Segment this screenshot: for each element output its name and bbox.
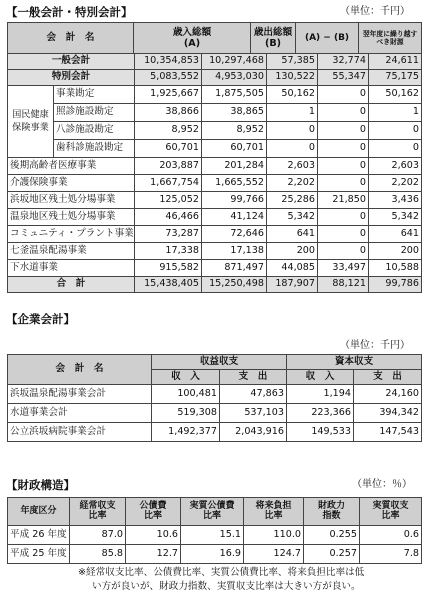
cell-fiscal-capability: 0.257 [304,545,360,564]
cell-difference: 57,385 [267,54,318,70]
row-label: コミュニティ・プラント事業 [8,226,135,243]
cell-net-balance: 99,786 [369,277,422,293]
cell-debt-service: 12.7 [126,545,181,564]
cell-carryover: 21,850 [318,192,369,209]
row-label: 八診施設勘定 [54,122,135,140]
unit-label-s2: （単位：千円） [340,340,410,351]
header-capital-balance: 資本収支 [287,355,422,370]
row-community-plant [8,226,422,243]
cell-revenue: 10,354,853 [135,54,202,70]
row-jigyo [8,86,422,104]
cell-carryover: 88,121 [318,277,369,293]
cell-net-balance: 10,588 [369,260,422,277]
cell-future-burden: 124.7 [244,545,304,564]
cell-net-balance: 50,162 [369,86,422,104]
section-title-fiscal-structure: 【財政構造】 [6,478,75,492]
header-difference: (A) − (B) [296,23,359,55]
cell-net-balance: 200 [369,243,422,260]
row-shichikama-onsen [8,243,422,260]
cell-net-balance: 24,611 [369,54,422,70]
cell-revenue: 5,083,552 [135,70,202,86]
row-label: 温泉地区残土処分場事業 [8,209,135,226]
header-revenue-total: 歳入総額 (A) [134,23,251,55]
cell-capital-out: 394,342 [354,404,422,423]
cell-debt-service: 10.6 [126,526,181,545]
header-carryover-funds: 翌年度に繰り越すべき財源 [359,23,422,55]
cell-capital-in: 223,366 [287,404,354,423]
row-general-account [8,54,422,70]
cell-net-balance: 3,436 [369,192,422,209]
section-title-general-special: 【一般会計・特別会計】 [6,5,133,19]
cell-carryover: 0 [318,209,369,226]
cell-difference: 50,162 [267,86,318,104]
row-shika [8,140,422,158]
cell-difference: 187,907 [267,277,318,293]
header-fiscal-capability-index: 財政力 指数 [304,498,360,526]
cell-net-balance: 2,202 [369,175,422,192]
cell-carryover: 55,347 [318,70,369,86]
cell-expenditure: 10,297,468 [202,54,267,70]
header-account-name: 会 計 名 [8,23,134,55]
row-label: 介護保険事業 [8,175,135,192]
cell-carryover: 0 [318,158,369,175]
cell-future-burden: 110.0 [244,526,304,545]
cell-expenditure: 38,865 [202,104,267,122]
cell-carryover: 32,774 [318,54,369,70]
cell-fiscal-capability: 0.255 [304,526,360,545]
row-label: 七釜温泉配湯事業 [8,243,135,260]
cell-net-balance: 2,603 [369,158,422,175]
cell-expenditure: 8,952 [202,122,267,140]
cell-real-debt-service: 15.1 [181,526,244,545]
row-onsen-soil [8,209,422,226]
row-label: 浜坂地区残土処分場事業 [8,192,135,209]
table-row [8,423,422,442]
cell-revenue: 1,925,667 [135,86,202,104]
cell-revenue: 125,052 [135,192,202,209]
cell-carryover: 33,497 [318,260,369,277]
enterprise-accounts-table [7,354,422,442]
footnote-line-1: ※経常収支比率、公債費比率、実質公債費比率、将来負担比率は低 [78,567,365,578]
row-label: 下水道事業 [8,260,135,277]
row-label: 浜坂温泉配湯事業会計 [8,385,152,404]
cell-net-balance: 5,342 [369,209,422,226]
cell-difference: 641 [267,226,318,243]
cell-expenditure: 15,250,498 [202,277,267,293]
header-income-in: 収 入 [152,370,220,385]
cell-revenue: 38,866 [135,104,202,122]
cell-expenditure: 17,138 [202,243,267,260]
header-income-out: 支 出 [220,370,287,385]
cell-difference: 44,085 [267,260,318,277]
cell-net-balance: 0 [369,140,422,158]
cell-revenue: 17,338 [135,243,202,260]
row-label: 平成 26 年度 [8,526,70,545]
cell-expenditure: 41,124 [202,209,267,226]
cell-capital-in: 1,194 [287,385,354,404]
row-koki [8,158,422,175]
cell-expenditure: 60,701 [202,140,267,158]
general-special-accounts-body [7,53,422,293]
cell-net-balance: 75,175 [369,70,422,86]
cell-difference: 200 [267,243,318,260]
row-label: 水道事業会計 [8,404,152,423]
row-label: 一般会計 [8,54,135,70]
cell-ordinary-balance: 87.0 [70,526,126,545]
cell-difference: 25,286 [267,192,318,209]
general-special-accounts-table [7,22,422,55]
cell-revenue: 46,466 [135,209,202,226]
header-real-balance-ratio: 実質収支 比率 [360,498,422,526]
cell-expenditure: 99,766 [202,192,267,209]
row-hamasaka-soil [8,192,422,209]
cell-income-out: 537,103 [220,404,287,423]
cell-revenue: 203,887 [135,158,202,175]
cell-income-in: 1,492,377 [152,423,220,442]
cell-expenditure: 201,284 [202,158,267,175]
row-label: 歯科診施設勘定 [54,140,135,158]
cell-revenue: 73,287 [135,226,202,243]
row-special-account [8,70,422,86]
unit-label-s1: （単位：千円） [340,6,410,17]
cell-income-out: 47,863 [220,385,287,404]
cell-net-balance: 1 [369,104,422,122]
cell-expenditure: 1,875,505 [202,86,267,104]
row-kaigo [8,175,422,192]
cell-ordinary-balance: 85.8 [70,545,126,564]
table-row [8,385,422,404]
cell-revenue: 8,952 [135,122,202,140]
row-total [8,277,422,293]
cell-income-out: 2,043,916 [220,423,287,442]
cell-net-balance: 641 [369,226,422,243]
row-gesui [8,260,422,277]
cell-revenue: 915,582 [135,260,202,277]
cell-carryover: 0 [318,226,369,243]
header-capital-out: 支 出 [354,370,422,385]
footnote-line-2: い方が良いが、財政力指数、実質収支比率は大きい方が良い。 [92,581,361,592]
cell-real-debt-service: 16.9 [181,545,244,564]
header-capital-in: 収 入 [287,370,354,385]
row-label: 後期高齢者医療事業 [8,158,135,175]
cell-expenditure: 72,646 [202,226,267,243]
row-terashi [8,104,422,122]
cell-difference: 0 [267,140,318,158]
cell-expenditure: 871,497 [202,260,267,277]
fiscal-structure-table [7,497,422,564]
cell-net-balance: 0 [369,122,422,140]
header-debt-service-ratio: 公債費 比率 [126,498,181,526]
row-label: 合 計 [8,277,135,293]
cell-difference: 2,603 [267,158,318,175]
cell-carryover: 0 [318,122,369,140]
group-label-kokuho: 国民健康保険事業 [8,86,54,158]
cell-carryover: 0 [318,243,369,260]
cell-difference: 1 [267,104,318,122]
cell-difference: 5,342 [267,209,318,226]
cell-difference: 130,522 [267,70,318,86]
section-title-enterprise: 【企業会計】 [6,312,75,326]
row-label: 照診施設勘定 [54,104,135,122]
cell-revenue: 60,701 [135,140,202,158]
row-label: 平成 25 年度 [8,545,70,564]
cell-capital-out: 24,160 [354,385,422,404]
cell-capital-out: 147,543 [354,423,422,442]
unit-label-s3: （単位：％） [352,479,412,490]
cell-expenditure: 4,953,030 [202,70,267,86]
cell-real-balance: 7.8 [360,545,422,564]
cell-expenditure: 1,665,552 [202,175,267,192]
row-hachi [8,122,422,140]
cell-difference: 2,202 [267,175,318,192]
row-label: 公立浜坂病院事業会計 [8,423,152,442]
header-real-debt-service-ratio: 実質公債費 比率 [181,498,244,526]
table-row [8,545,422,564]
cell-carryover: 0 [318,104,369,122]
row-label: 事業勘定 [54,86,135,104]
cell-revenue: 1,667,754 [135,175,202,192]
cell-income-in: 519,308 [152,404,220,423]
header-account-name: 会 計 名 [8,355,152,385]
cell-revenue: 15,438,405 [135,277,202,293]
header-income-balance: 収益収支 [152,355,287,370]
cell-carryover: 0 [318,140,369,158]
cell-carryover: 0 [318,175,369,192]
header-expenditure-total: 歳出総額 (B) [251,23,296,55]
header-fiscal-year: 年度区分 [8,498,70,526]
cell-difference: 0 [267,122,318,140]
header-future-burden-ratio: 将来負担 比率 [244,498,304,526]
cell-real-balance: 0.6 [360,526,422,545]
table-row [8,404,422,423]
cell-carryover: 0 [318,86,369,104]
cell-income-in: 100,481 [152,385,220,404]
header-ordinary-balance-ratio: 経常収支 比率 [70,498,126,526]
row-label: 特別会計 [8,70,135,86]
cell-capital-in: 149,533 [287,423,354,442]
table-row [8,526,422,545]
